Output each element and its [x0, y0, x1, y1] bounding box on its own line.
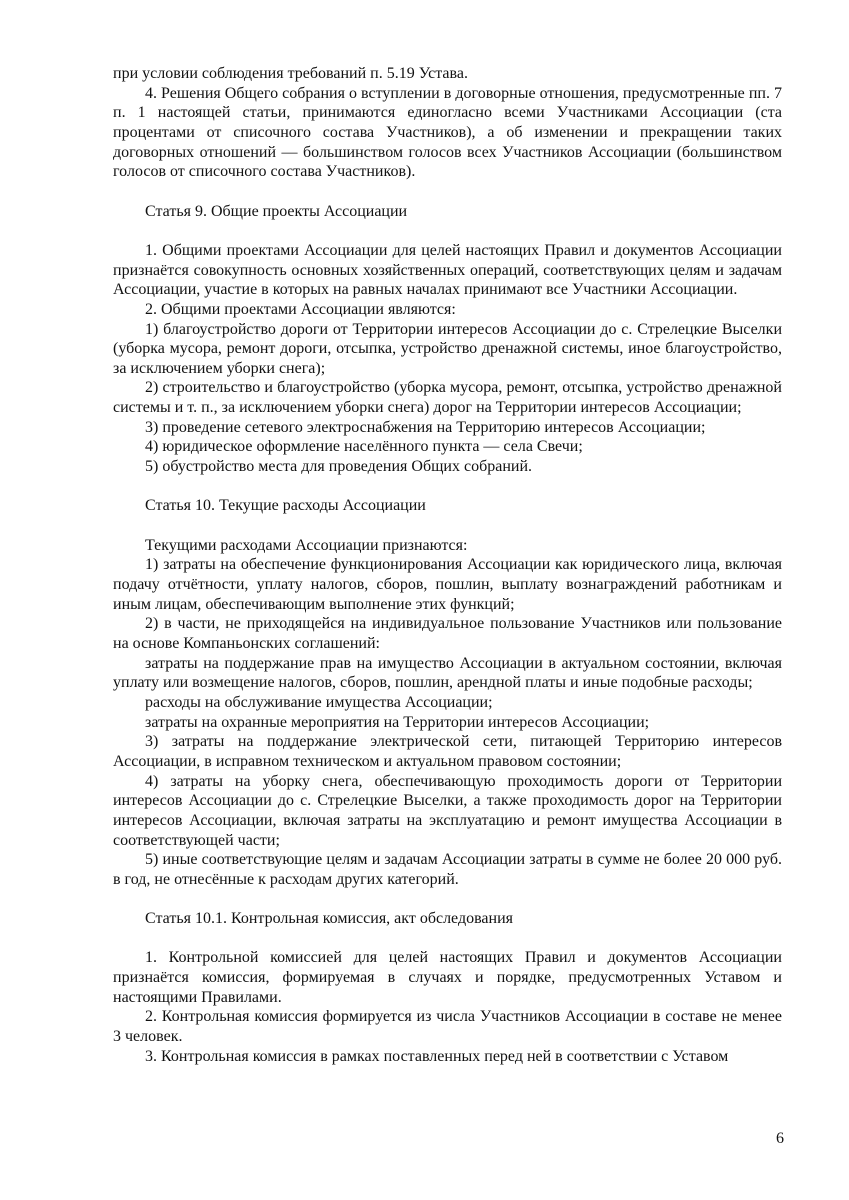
article-10-1-heading: Статья 10.1. Контрольная комиссия, акт обследования [145, 910, 514, 928]
list-item: 5) обустройство места для проведения Общих собраний. [145, 458, 532, 476]
blank-line [113, 890, 782, 910]
blank-line [113, 516, 782, 536]
article-10-heading: Статья 10. Текущие расходы Ассоциации [145, 497, 426, 515]
paragraph-article-10-1-clause-3: 3. Контрольная комиссия в рамках поставленных перед ней в соответствии с Уставом [145, 1047, 729, 1065]
blank-line [113, 929, 782, 949]
blank-line [113, 477, 782, 497]
list-item: 4) затраты на уборку снега, обеспечивающую проходимость дороги от Территории интересов Ассоциации до с. Стрелецкие Выселки, а также проходимость дорог на Территории интересов Ассоциации, включая затраты на эксплуатацию и ремонт имущества Ассоциации в соответствующей части; [113, 772, 782, 849]
paragraph-clause-4: 4. Решения Общего собрания о вступлении в договорные отношения, предусмотренные пп. 7 п. 1 настоящей статьи, принимаются единогласно всеми Участниками Ассоциации (ста процентами от списочного состава Участников), а об изменении и прекращении таких договорных отношений — большинством голосов всех Участников Ассоциации (большинством голосов от списочного состава Участников). [113, 84, 782, 181]
list-item: 1) затраты на обеспечение функционирования Ассоциации как юридического лица, включая подачу отчётности, уплату налогов, сборов, пошлин, выплату вознаграждений работникам и иным лицам, обеспечивающим выполнение этих функций; [113, 556, 782, 613]
list-item: 1) благоустройство дороги от Территории интересов Ассоциации до с. Стрелецкие Выселки (уборка мусора, ремонт дороги, отсыпка, устройство дренажной системы, иное благоустройство, за исключением уборки снега); [113, 320, 782, 377]
paragraph-article-10-1-clause-2: 2. Контрольная комиссия формируется из числа Участников Ассоциации в составе не менее 3 человек. [113, 1008, 782, 1046]
document-page [113, 64, 782, 1066]
list-item: 2) в части, не приходящейся на индивидуальное пользование Участников или пользование на основе Компаньонских соглашений: [113, 615, 782, 652]
paragraph-continuation: при условии соблюдения требований п. 5.19 Устава. [113, 65, 468, 82]
list-item: 3) проведение сетевого электроснабжения на Территорию интересов Ассоциации; [145, 418, 706, 436]
list-item: 2) строительство и благоустройство (уборка мусора, ремонт, отсыпка, устройство дренажной системы и т. п., за исключением уборки снега) дорог на Территории интересов Ассоциации; [113, 379, 782, 417]
page-number: 6 [776, 1130, 784, 1147]
list-item: 3) затраты на поддержание электрической сети, питающей Территорию интересов Ассоциации, в исправном техническом и актуальном правовом состоянии; [113, 733, 782, 770]
paragraph-article-9-clause-2: 2. Общими проектами Ассоциации являются: [145, 300, 456, 318]
list-item: 5) иные соответствующие целям и задачам Ассоциации затраты в сумме не более 20 000 руб. в год, не отнесённые к расходам других категорий. [113, 851, 782, 888]
paragraph-article-9-clause-1: 1. Общими проектами Ассоциации для целей настоящих Правил и документов Ассоциации признаётся совокупность основных хозяйственных операций, соответствующих целям и задачам Ассоциации, участие в которых на равных началах принимают все Участники Ассоциации. [113, 241, 782, 299]
blank-line [113, 221, 782, 241]
blank-line [113, 182, 782, 202]
list-subitem: затраты на поддержание прав на имущество Ассоциации в актуальном состоянии, включая уплату или возмещение налогов, сборов, пошлин, арендной платы и иные подобные расходы; [113, 654, 782, 692]
list-subitem: расходы на обслуживание имущества Ассоциации; [145, 693, 493, 711]
list-item: 4) юридическое оформление населённого пункта — села Свечи; [145, 438, 583, 456]
article-9-heading: Статья 9. Общие проекты Ассоциации [145, 202, 408, 220]
paragraph-article-10-1-clause-1: 1. Контрольной комиссией для целей настоящих Правил и документов Ассоциации признаётся комиссия, формируемая в случаях и порядке, предусмотренных Уставом и настоящими Правилами. [113, 949, 782, 1006]
paragraph-article-10-intro: Текущими расходами Ассоциации признаются: [145, 536, 468, 554]
list-subitem: затраты на охранные мероприятия на Территории интересов Ассоциации; [145, 713, 650, 731]
